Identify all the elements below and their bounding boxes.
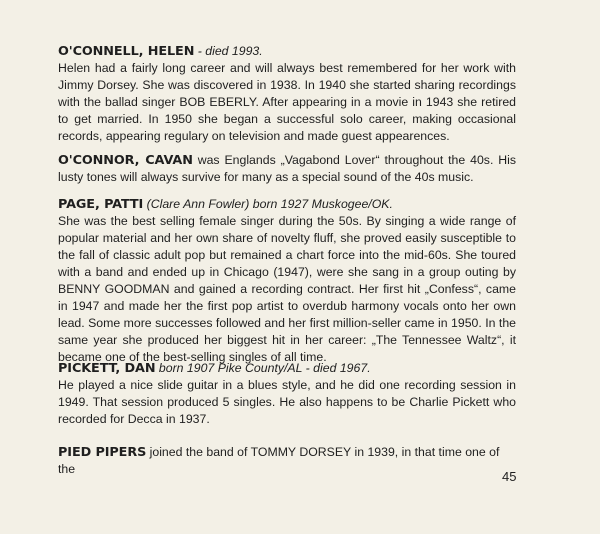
- entry-name: PIED PIPERS: [58, 445, 147, 460]
- entry-name: PAGE, PATTI: [58, 197, 144, 212]
- entry-body: She was the best selling female singer during the 50s. By singing a wide range of popular material and her own share of novelty fluff, she proved easily susceptible to the fall of classic adult pop but remained a chart force into the mid-60s. She toured with a band and ended up in Chicago (1947), were she sang in a group outing by BENNY GOODMAN and gained a recording contract. Her first hit „Confess“, came in 1947 and made her the first pop artist to overdub harmony vocals onto her own lead. Some more successes followed and her first million-seller came in 1950. In the same year she produced her biggest hit in her career: „The Tennessee Waltz“, it became one of the best-selling singles of all time.: [58, 214, 516, 364]
- entry-body: He played a nice slide guitar in a blues style, and he did one recording session in 1949. That session produced 5 singles. He also happens to be Charlie Pickett who recorded for Decca in 1937.: [58, 378, 516, 426]
- entry-subtitle: - died 1993.: [197, 44, 263, 58]
- entry-name: PICKETT, DAN: [58, 361, 156, 376]
- entry-name: O'CONNOR, CAVAN: [58, 153, 193, 168]
- entry-name: O'CONNELL, HELEN: [58, 44, 195, 59]
- entry-body: joined the band of TOMMY DORSEY in 1939, in that time one of the: [58, 445, 500, 476]
- page-number: 45: [502, 469, 517, 484]
- entry-page-patti: [58, 196, 516, 366]
- entry-body: Helen had a fairly long career and will always best remembered for her work with Jimmy Dorsey. She was discovered in 1938. In 1940 she started sharing recordings with the ballad singer BOB EBERLY. After appearing in a movie in 1943 she retired to get married. In 1950 she began a successful solo career, making occasional records, appearing regulary on television and made guest appearences.: [58, 61, 516, 143]
- entry-pickett-dan: [58, 360, 516, 428]
- entry-oconnor-cavan: [58, 152, 516, 186]
- entry-body: was Englands „Vagabond Lover“ throughout the 40s. His lusty tones will always survive for many as a special sound of the 40s music.: [58, 153, 516, 184]
- entry-subtitle: (Clare Ann Fowler) born 1927 Muskogee/OK.: [146, 197, 393, 211]
- entry-pied-pipers: [58, 444, 516, 478]
- entry-subtitle: born 1907 Pike County/AL - died 1967.: [158, 361, 371, 375]
- entry-oconnell-helen: [58, 43, 516, 145]
